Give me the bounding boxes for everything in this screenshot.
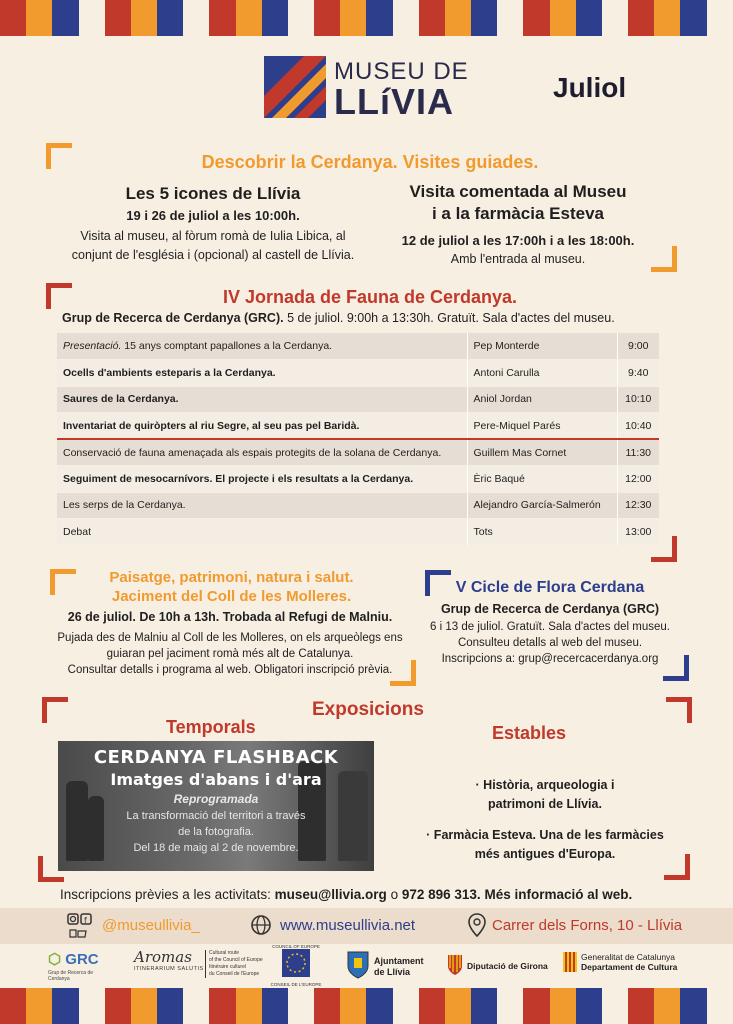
- stripe: [471, 988, 497, 1024]
- corner-bracket: [46, 283, 72, 309]
- corner-bracket: [42, 697, 68, 723]
- stripe: [183, 988, 209, 1024]
- program-row: [57, 492, 659, 519]
- stripe: [209, 0, 235, 36]
- stripe: [209, 988, 235, 1024]
- eu-stars-icon: [282, 949, 310, 977]
- stripe: [523, 0, 549, 36]
- program-talk: Debat: [57, 519, 467, 546]
- stripe: [602, 0, 628, 36]
- visita-icones-desc1: Visita al museu, al fòrum romà de Iulia Libica, al: [80, 229, 346, 243]
- ajuntament-logo: [346, 950, 426, 980]
- stripe: [393, 988, 419, 1024]
- stripe: [445, 0, 471, 36]
- flora-line3: Inscripcions a: grup@recercacerdanya.org: [441, 653, 659, 665]
- llivia-shield-icon: [346, 950, 370, 980]
- jornada-org: Grup de Recerca de Cerdanya (GRC).: [62, 311, 284, 325]
- program-time: 10:10: [617, 386, 659, 413]
- stripe: [79, 988, 105, 1024]
- paisatge-desc3: Consultar detalls i programa al web. Obligatori inscripció prèvia.: [67, 664, 393, 676]
- program-talk: Presentació. 15 anys comptant papallones a la Cerdanya.: [57, 333, 467, 360]
- aromas-logo-text: Aromas: [134, 948, 192, 966]
- jornada-heading: IV Jornada de Fauna de Cerdanya.: [222, 287, 518, 307]
- stripe: [288, 0, 314, 36]
- exposicions-heading: Exposicions: [312, 699, 424, 720]
- address: Carrer dels Forns, 10 - Llívia: [492, 917, 683, 934]
- program-time: 9:00: [617, 333, 659, 360]
- visita-museu: [368, 181, 668, 269]
- stripe: [236, 988, 262, 1024]
- estables-heading: Estables: [492, 723, 567, 743]
- estable-2b: més antigues d'Europa.: [474, 847, 616, 861]
- stripe: [366, 0, 392, 36]
- flora-heading: V Cicle de Flora Cerdana: [455, 579, 645, 596]
- diputacio-text: Diputació de Girona: [467, 961, 548, 971]
- stripe: [105, 0, 131, 36]
- contact-prefix: Inscripcions prèvies a les activitats:: [60, 887, 271, 902]
- program-time: 9:40: [617, 360, 659, 387]
- jornada-info: [62, 311, 682, 325]
- paisatge-desc2: guiaran pel jaciment romà més alt de Catalunya.: [106, 648, 354, 660]
- jornada-program-table: [57, 333, 659, 546]
- program-row: [57, 519, 659, 546]
- flashback-subtitle: Imatges d'abans i d'ara: [110, 770, 322, 789]
- stripe: [523, 988, 549, 1024]
- estable-1b: patrimoni de Llívia.: [488, 797, 602, 811]
- flora-line2: Consulteu detalls al web del museu.: [457, 637, 643, 649]
- generalitat-logo: [563, 952, 693, 972]
- stripe: [0, 0, 26, 36]
- stripe: [654, 0, 680, 36]
- stripe: [340, 0, 366, 36]
- program-row: [57, 413, 659, 440]
- contact-sep: o: [390, 887, 399, 902]
- stripe: [550, 0, 576, 36]
- stripe: [314, 0, 340, 36]
- stripe: [628, 988, 654, 1024]
- ajuntament-line1: Ajuntament: [374, 956, 424, 966]
- social-icons: [66, 912, 94, 945]
- jornada-details: 5 de juliol. 9:00h a 13:30h. Gratuït. Sala d'actes del museu.: [283, 311, 615, 325]
- stripe: [602, 988, 628, 1024]
- program-speaker: Guillem Mas Cornet: [467, 439, 617, 466]
- visita-icones-date: 19 i 26 de juliol a les 10:00h.: [126, 208, 300, 223]
- stripe: [79, 0, 105, 36]
- generalitat-line1: Generalitat de Catalunya: [581, 952, 676, 962]
- paisatge-heading: [54, 568, 409, 606]
- coe-top-text: COUNCIL OF EUROPE: [272, 944, 320, 949]
- program-talk: Ocells d'ambients esteparis a la Cerdanya.: [57, 360, 467, 387]
- paisatge-heading1: Paisatge, patrimoni, natura i salut.: [109, 569, 354, 586]
- corner-bracket: [666, 697, 692, 723]
- contact-line: [60, 887, 720, 902]
- stripe: [26, 988, 52, 1024]
- flashback-dates: Del 18 de maig al 2 de novembre.: [133, 842, 299, 854]
- stripe: [654, 988, 680, 1024]
- aromas-logo-sub: ITINERARIUM SALUTIS: [134, 966, 204, 972]
- program-talk: Seguiment de mesocarnívors. El projecte i els resultats a la Cerdanya.: [57, 466, 467, 493]
- program-speaker: Tots: [467, 519, 617, 546]
- generalitat-line2: Departament de Cultura: [581, 962, 678, 972]
- grc-logo: ⬡ GRC Grup de Recerca de Cerdanya: [48, 950, 110, 982]
- visita-icones-desc2: conjunt de l'església i (opcional) al castell de Llívia.: [71, 248, 355, 262]
- stripe: [366, 988, 392, 1024]
- footer-bar: [0, 908, 733, 944]
- flora-org: Grup de Recerca de Cerdanya (GRC): [440, 602, 660, 616]
- stripe: [471, 0, 497, 36]
- stripe: [131, 0, 157, 36]
- web-link[interactable]: www.museullivia.net: [280, 917, 416, 934]
- stripe: [288, 988, 314, 1024]
- stripe: [0, 988, 26, 1024]
- program-speaker: Èric Baqué: [467, 466, 617, 493]
- program-talk: Les serps de la Cerdanya.: [57, 492, 467, 519]
- logo-line2: LLíVIA: [334, 81, 454, 122]
- cultural-route-line3: Itinéraire culturel: [209, 964, 246, 970]
- senyera-icon: [563, 952, 577, 972]
- estable-1a: · Història, arqueologia i: [475, 778, 615, 792]
- stripe: [445, 988, 471, 1024]
- stripe: [393, 0, 419, 36]
- cultural-route-line1: Cultural route: [209, 950, 240, 956]
- girona-shield-icon: [447, 954, 463, 976]
- program-speaker: Antoni Carulla: [467, 360, 617, 387]
- stripe: [497, 988, 523, 1024]
- paisatge-body: [40, 610, 420, 678]
- coe-bottom-text: CONSEIL DE L'EUROPE: [270, 982, 322, 987]
- stripe: [576, 988, 602, 1024]
- program-speaker: Pep Monterde: [467, 333, 617, 360]
- paisatge-heading2: Jaciment del Coll de les Molleres.: [111, 588, 352, 605]
- program-row: [57, 386, 659, 413]
- grc-logo-text: GRC: [65, 951, 99, 968]
- program-talk: Inventariat de quiròpters al riu Segre, al seu pas pel Baridà.: [57, 413, 467, 440]
- stripe: [680, 988, 706, 1024]
- program-row: [57, 439, 659, 466]
- stripe: [157, 0, 183, 36]
- stripe: [262, 0, 288, 36]
- visita-museu-date: 12 de juliol a les 17:00h i a les 18:00h.: [401, 233, 635, 248]
- cultural-route-line2: of the Council of Europe: [209, 957, 263, 963]
- stripe: [497, 0, 523, 36]
- estables-list: [400, 776, 690, 864]
- aromas-logo: [134, 948, 206, 972]
- contact-email[interactable]: museu@llivia.org: [274, 887, 387, 902]
- stripe: [52, 0, 78, 36]
- logo-line1: MUSEU DE: [334, 58, 469, 85]
- stripe: [157, 988, 183, 1024]
- program-speaker: Aniol Jordan: [467, 386, 617, 413]
- stripe: [183, 0, 209, 36]
- visita-museu-title2: i a la farmàcia Esteva: [431, 204, 604, 223]
- flashback-status: Reprogramada: [173, 792, 259, 806]
- stripe: [262, 988, 288, 1024]
- program-time: 11:30: [617, 439, 659, 466]
- stripe: [576, 0, 602, 36]
- flora-line1: 6 i 13 de juliol. Gratuït. Sala d'actes del museu.: [430, 621, 670, 633]
- diputacio-logo: [447, 954, 547, 976]
- location-pin-icon: [468, 913, 486, 942]
- stripe: [628, 0, 654, 36]
- stripe: [419, 0, 445, 36]
- program-time: 12:00: [617, 466, 659, 493]
- svg-text:f: f: [84, 916, 87, 925]
- temporals-heading: Temporals: [166, 717, 256, 737]
- stripe: [26, 0, 52, 36]
- paisatge-desc1: Pujada des de Malniu al Coll de les Molleres, on els arqueòlegs ens: [57, 632, 403, 644]
- globe-icon: [250, 914, 272, 941]
- stripe: [550, 988, 576, 1024]
- program-time: 13:00: [617, 519, 659, 546]
- program-row: [57, 466, 659, 493]
- program-row: [57, 360, 659, 387]
- month-title: Juliol: [553, 72, 627, 103]
- stripe: [314, 988, 340, 1024]
- visita-museu-desc: Amb l'entrada al museu.: [450, 252, 586, 266]
- stripe: [340, 988, 366, 1024]
- visita-icones-title: Les 5 icones de Llívia: [125, 184, 301, 203]
- stripe: [680, 0, 706, 36]
- flashback-photo: [58, 741, 374, 871]
- corner-bracket: [46, 143, 72, 169]
- stripe: [236, 0, 262, 36]
- top-stripes: [0, 0, 733, 36]
- visita-museu-title1: Visita comentada al Museu: [409, 182, 627, 201]
- contact-phone[interactable]: 972 896 313.: [401, 887, 481, 902]
- visita-icones: [48, 184, 378, 265]
- flashback-desc2: de la fotografia.: [178, 826, 254, 838]
- visites-heading: Descobrir la Cerdanya. Visites guiades.: [201, 152, 539, 172]
- program-speaker: Alejandro García-Salmerón: [467, 492, 617, 519]
- contact-more: Més informació al web.: [484, 887, 633, 902]
- program-time: 12:30: [617, 492, 659, 519]
- cultural-route-text: [205, 950, 263, 978]
- flashback-desc1: La transformació del territori a través: [126, 810, 306, 822]
- museum-logo: [264, 56, 474, 120]
- grc-logo-sub: Grup de Recerca de Cerdanya: [48, 970, 94, 982]
- estable-2a: · Farmàcia Esteva. Una de les farmàcies: [426, 828, 664, 842]
- bottom-stripes: [0, 988, 733, 1024]
- program-talk: Saures de la Cerdanya.: [57, 386, 467, 413]
- ajuntament-line2: de Llívia: [374, 967, 411, 977]
- cultural-route-line4: du Conseil de l'Europe: [209, 971, 260, 977]
- stripe: [131, 988, 157, 1024]
- paisatge-date: 26 de juliol. De 10h a 13h. Trobada al Refugi de Malniu.: [67, 610, 393, 624]
- program-speaker: Pere-Miquel Parés: [467, 413, 617, 440]
- flora-section: [425, 579, 675, 667]
- stripe: [419, 988, 445, 1024]
- flashback-title: CERDANYA FLASHBACK: [93, 747, 339, 768]
- stripe: [52, 988, 78, 1024]
- partner-logos: [0, 944, 733, 988]
- council-of-europe-logo: [266, 944, 326, 987]
- stripe: [105, 988, 131, 1024]
- social-handle[interactable]: @museullivia_: [102, 917, 200, 934]
- stripe: [707, 988, 733, 1024]
- program-row: [57, 333, 659, 360]
- program-time: 10:40: [617, 413, 659, 440]
- program-talk: Conservació de fauna amenaçada als espais protegits de la solana de Cerdanya.: [57, 439, 467, 466]
- logo-mark-icon: [264, 56, 326, 118]
- stripe: [707, 0, 733, 36]
